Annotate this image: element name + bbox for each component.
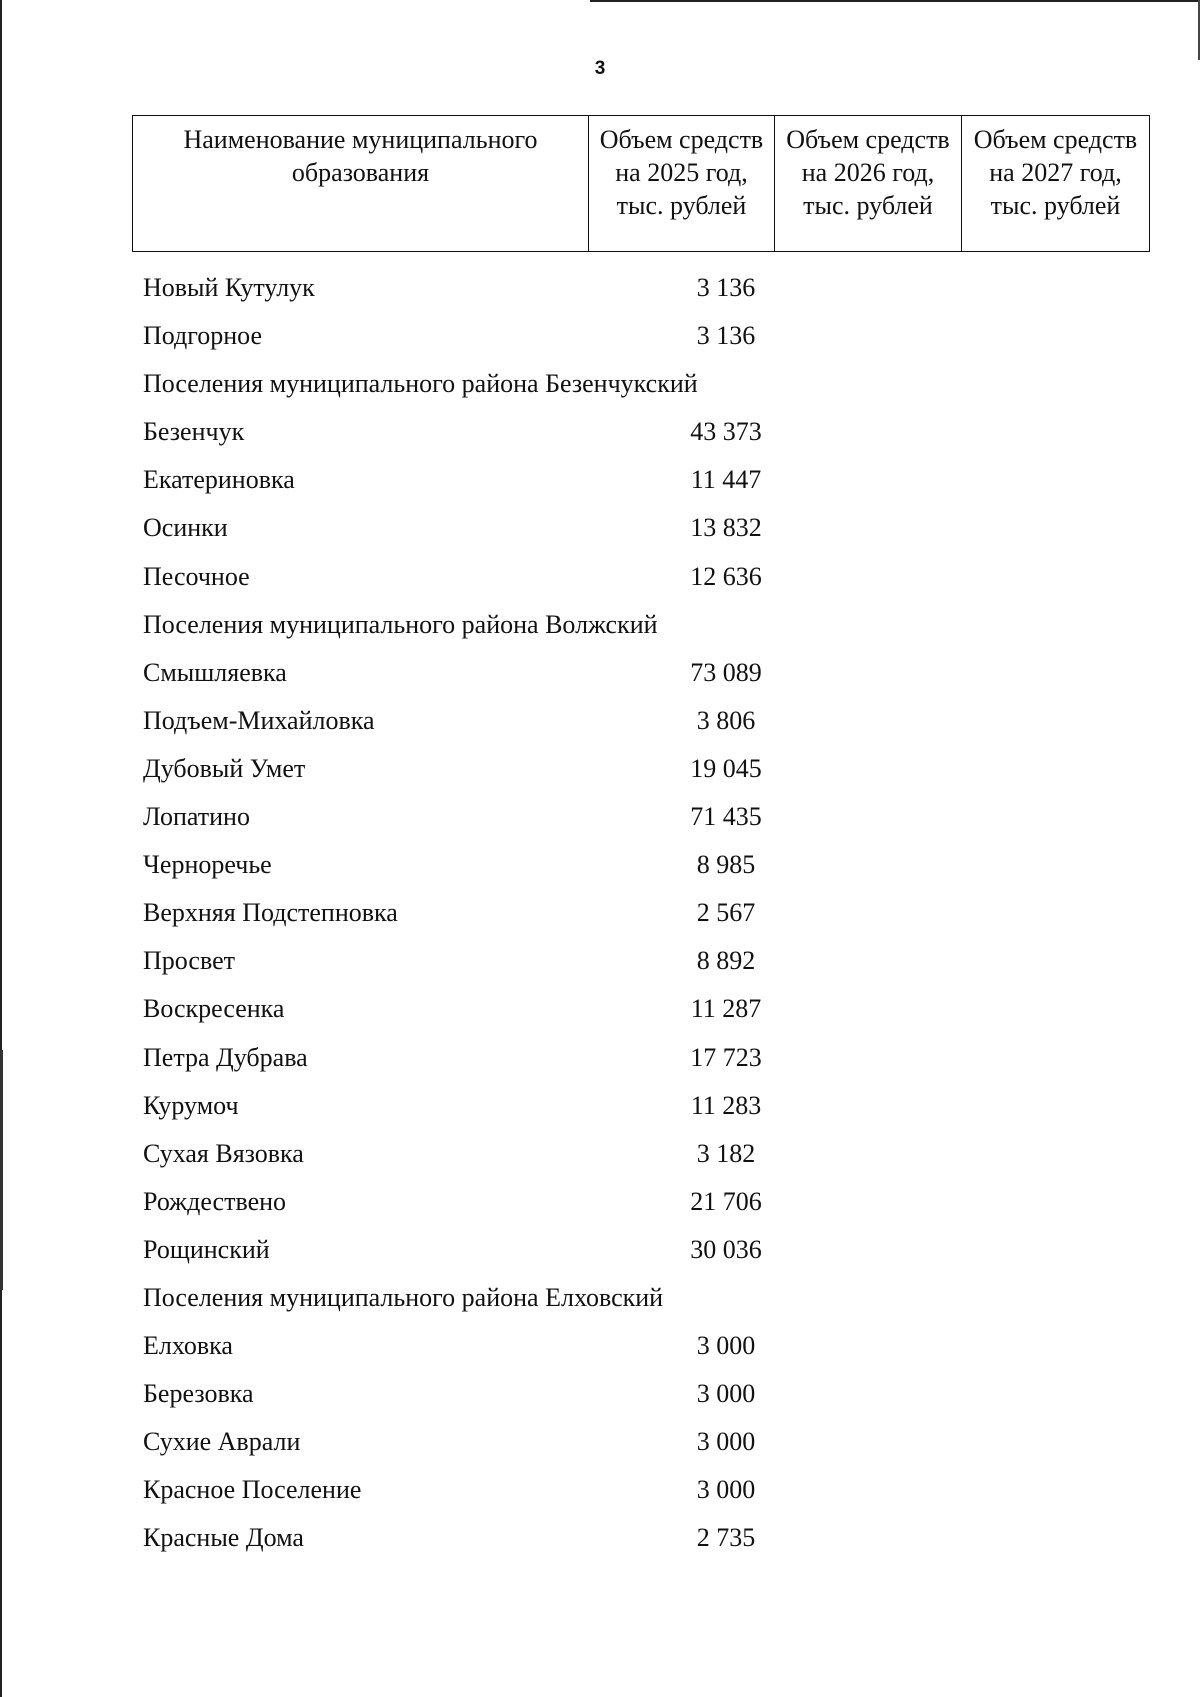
column-header-2025: Объем средств на 2025 год, тыс. рублей [589,116,775,252]
table-body [141,264,1141,1563]
amount-2025: 2 735 [696,1523,756,1553]
municipality-name: Просвет [143,946,235,976]
municipality-name: Черноречье [143,850,272,880]
scan-edge-left [0,0,2,1697]
column-header-name: Наименование муниципального образования [133,116,589,252]
amount-2025: 3 806 [696,705,756,735]
table-row [141,1226,1141,1274]
municipality-name: Подгорное [143,321,263,351]
amount-2025: 21 706 [690,1186,762,1216]
municipality-name: Песочное [143,561,250,591]
column-header-2027: Объем средств на 2027 год, тыс. рублей [962,116,1150,252]
municipality-name: Подъем-Михайловка [143,705,375,735]
amount-2025: 2 567 [696,898,756,928]
municipality-name: Березовка [143,1379,254,1409]
table-row [141,745,1141,793]
table-row [141,1418,1141,1466]
table-row [141,937,1141,985]
group-heading-row [141,360,1141,408]
table-row [141,456,1141,504]
table-row [141,889,1141,937]
amount-2025: 3 000 [696,1427,756,1457]
municipality-name: Сухие Аврали [143,1427,301,1457]
amount-2025: 3 000 [696,1331,756,1361]
group-heading: Поселения муниципального района Елховский [143,1282,664,1312]
page-number: 3 [594,58,606,79]
table-row [141,1466,1141,1514]
table-row [141,649,1141,697]
table-row [141,793,1141,841]
municipality-name: Верхняя Подстепновка [143,898,398,928]
municipality-name: Смышляевка [143,657,287,687]
amount-2025: 8 985 [696,850,756,880]
municipality-name: Дубовый Умет [143,753,306,783]
table-row [141,985,1141,1033]
municipality-name: Петра Дубрава [143,1042,308,1072]
amount-2025: 3 136 [696,321,756,351]
amount-2025: 11 287 [690,994,762,1024]
table-header [132,115,1150,252]
table-row [141,1130,1141,1178]
amount-2025: 3 182 [696,1138,756,1168]
amount-2025: 73 089 [690,657,762,687]
amount-2025: 71 435 [690,802,762,832]
municipality-name: Безенчук [143,417,245,447]
group-heading: Поселения муниципального района Безенчукский [143,369,698,399]
amount-2025: 11 447 [690,465,762,495]
municipality-name: Екатериновка [143,465,295,495]
table-row [141,504,1141,552]
amount-2025: 30 036 [690,1234,762,1264]
amount-2025: 8 892 [696,946,756,976]
amount-2025: 3 136 [696,273,756,302]
group-heading: Поселения муниципального района Волжский [143,609,658,639]
municipality-name: Елховка [143,1331,233,1361]
municipality-name: Курумоч [143,1090,239,1120]
table-row [141,408,1141,456]
scan-edge-left-dark [0,1050,3,1290]
municipality-name: Рождествено [143,1186,287,1216]
municipality-name: Воскресенка [143,994,285,1024]
table-row [141,1514,1141,1562]
municipality-name: Красные Дома [143,1523,304,1553]
table-row [141,312,1141,360]
table-row [141,1082,1141,1130]
municipality-name: Осинки [143,513,228,543]
municipality-name: Рощинский [143,1234,270,1264]
group-heading-row [141,1274,1141,1322]
municipality-name: Лопатино [143,802,250,832]
table-row [141,697,1141,745]
table-row [141,1370,1141,1418]
municipality-name: Красное Поселение [143,1475,362,1505]
amount-2025: 12 636 [690,561,762,591]
amount-2025: 3 000 [696,1475,756,1505]
amount-2025: 3 000 [696,1379,756,1409]
table-row [141,264,1141,312]
amount-2025: 17 723 [690,1042,762,1072]
scan-edge-top [590,0,1200,2]
municipality-name: Сухая Вязовка [143,1138,304,1168]
group-heading-row [141,601,1141,649]
table-row [141,1322,1141,1370]
table-row [141,1034,1141,1082]
table-row [141,1178,1141,1226]
municipality-name: Новый Кутулук [143,273,315,302]
amount-2025: 11 283 [690,1090,762,1120]
table-row [141,553,1141,601]
table-row [141,841,1141,889]
amount-2025: 13 832 [690,513,762,543]
column-header-2026: Объем средств на 2026 год, тыс. рублей [775,116,962,252]
amount-2025: 19 045 [690,753,762,783]
amount-2025: 43 373 [690,417,762,447]
